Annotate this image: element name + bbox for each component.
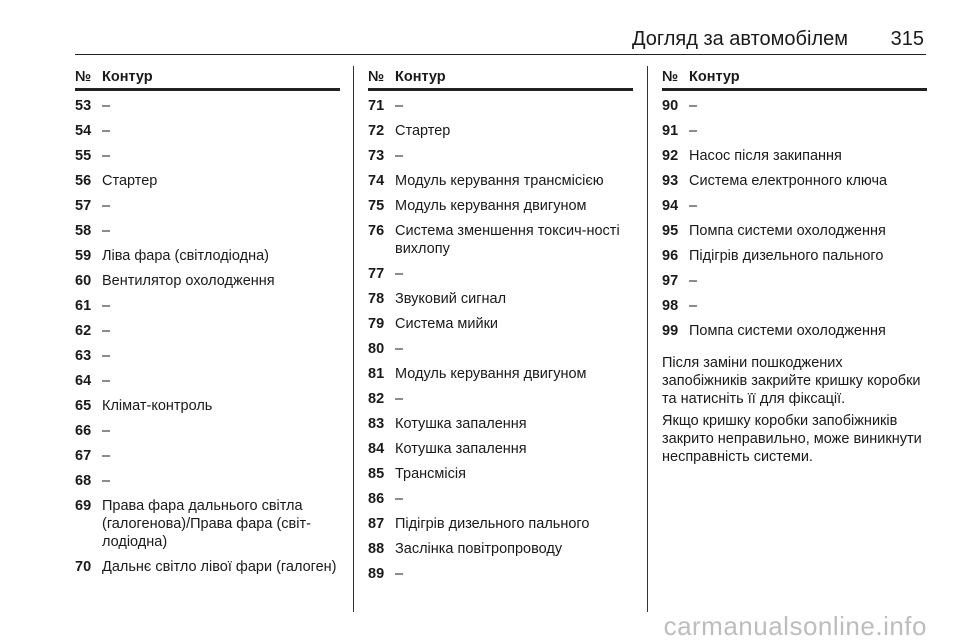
- fuse-row: [75, 322, 340, 340]
- fuse-circuit: –: [689, 98, 698, 114]
- fuse-row: [75, 497, 340, 551]
- fuse-column-2: [368, 66, 633, 590]
- fuse-circuit: Модуль керування трансмісією: [395, 173, 604, 189]
- fuse-number: 70: [75, 559, 92, 575]
- fuse-number: 96: [662, 248, 679, 264]
- column-divider: [647, 66, 648, 612]
- column-header-label: Контур: [395, 69, 446, 85]
- fuse-circuit: –: [102, 98, 111, 114]
- column-header-label: Контур: [102, 69, 153, 85]
- fuse-number: 97: [662, 273, 679, 289]
- fuse-row: [368, 222, 633, 258]
- fuse-circuit: –: [395, 266, 404, 282]
- fuse-number: 89: [368, 566, 385, 582]
- fuse-number: 79: [368, 316, 385, 332]
- fuse-row: [75, 272, 340, 290]
- fuse-circuit: Модуль керування двигуном: [395, 198, 587, 214]
- fuse-number: 74: [368, 173, 385, 189]
- fuse-column-1: [75, 66, 340, 583]
- fuse-number: 77: [368, 266, 385, 282]
- fuse-number: 92: [662, 148, 679, 164]
- fuse-number: 94: [662, 198, 679, 214]
- note-paragraph: Якщо кришку коробки запобіжників закрито неправильно, може виникнути несправність системи.: [662, 413, 922, 465]
- fuse-number: 72: [368, 123, 385, 139]
- page-number: 315: [890, 28, 924, 50]
- fuse-row: [75, 372, 340, 390]
- fuse-row: [368, 390, 633, 408]
- fuse-number: 88: [368, 541, 385, 557]
- fuse-circuit: –: [102, 148, 111, 164]
- fuse-row: [368, 147, 633, 165]
- fuse-circuit: –: [395, 148, 404, 164]
- note: [662, 354, 927, 466]
- fuse-circuit: Котушка запалення: [395, 441, 527, 457]
- fuse-circuit: Вентилятор охолодження: [102, 273, 275, 289]
- fuse-row: [75, 447, 340, 465]
- fuse-row: [368, 490, 633, 508]
- fuse-row: [368, 265, 633, 283]
- fuse-circuit: Котушка запалення: [395, 416, 527, 432]
- fuse-number: 76: [368, 223, 385, 239]
- fuse-circuit: –: [102, 423, 111, 439]
- fuse-number: 61: [75, 298, 92, 314]
- fuse-row: [368, 515, 633, 533]
- column-header-number: №: [662, 69, 679, 85]
- fuse-circuit: –: [102, 348, 111, 364]
- fuse-row: [368, 122, 633, 140]
- fuse-circuit: Насос після закипання: [689, 148, 842, 164]
- fuse-number: 68: [75, 473, 92, 489]
- fuse-number: 75: [368, 198, 385, 214]
- fuse-circuit: Підігрів дизельного пального: [395, 516, 590, 532]
- fuse-row: [368, 172, 633, 190]
- fuse-circuit: Ліва фара (світлодіодна): [102, 248, 270, 264]
- fuse-number: 69: [75, 498, 92, 514]
- fuse-number: 91: [662, 123, 679, 139]
- fuse-number: 55: [75, 148, 92, 164]
- fuse-row: [75, 422, 340, 440]
- fuse-circuit: Система зменшення токсич-ності вихлопу: [395, 223, 620, 257]
- fuse-circuit: –: [102, 448, 111, 464]
- fuse-row: [662, 272, 927, 290]
- fuse-column-3: [662, 66, 927, 470]
- page-title: Догляд за автомобілем: [631, 28, 848, 50]
- fuse-row: [368, 97, 633, 115]
- fuse-row: [662, 147, 927, 165]
- fuse-row: [75, 558, 340, 576]
- fuse-number: 73: [368, 148, 385, 164]
- fuse-row: [662, 222, 927, 240]
- fuse-circuit: –: [689, 123, 698, 139]
- column-header-label: Контур: [689, 69, 740, 85]
- fuse-circuit: –: [689, 273, 698, 289]
- fuse-number: 86: [368, 491, 385, 507]
- fuse-circuit: Підігрів дизельного пального: [689, 248, 884, 264]
- fuse-row: [75, 297, 340, 315]
- column-header: [368, 66, 633, 91]
- fuse-circuit: –: [689, 298, 698, 314]
- page-header: [75, 26, 926, 55]
- column-header: [75, 66, 340, 91]
- fuse-number: 64: [75, 373, 92, 389]
- fuse-number: 95: [662, 223, 679, 239]
- fuse-number: 54: [75, 123, 92, 139]
- fuse-row: [75, 222, 340, 240]
- fuse-row: [662, 247, 927, 265]
- fuse-row: [368, 415, 633, 433]
- fuse-row: [368, 315, 633, 333]
- fuse-circuit: Система електронного ключа: [689, 173, 888, 189]
- fuse-row: [368, 197, 633, 215]
- fuse-number: 65: [75, 398, 92, 414]
- fuse-row: [75, 347, 340, 365]
- column-header-number: №: [75, 69, 92, 85]
- fuse-number: 59: [75, 248, 92, 264]
- fuse-circuit: –: [395, 491, 404, 507]
- fuse-list: [662, 97, 927, 340]
- fuse-circuit: –: [395, 98, 404, 114]
- fuse-row: [75, 397, 340, 415]
- fuse-list: [75, 97, 340, 576]
- fuse-row: [368, 340, 633, 358]
- fuse-row: [75, 147, 340, 165]
- fuse-circuit: –: [102, 198, 111, 214]
- fuse-number: 53: [75, 98, 92, 114]
- fuse-circuit: –: [102, 373, 111, 389]
- fuse-circuit: Стартер: [102, 173, 158, 189]
- fuse-number: 83: [368, 416, 385, 432]
- fuse-row: [75, 472, 340, 490]
- fuse-circuit: Трансмісія: [395, 466, 466, 482]
- fuse-row: [368, 565, 633, 583]
- fuse-circuit: –: [689, 198, 698, 214]
- fuse-number: 90: [662, 98, 679, 114]
- fuse-circuit: Права фара дальнього світла (галогенова)/Права фара (світ-лодіодна): [102, 498, 311, 550]
- fuse-number: 71: [368, 98, 385, 114]
- fuse-number: 84: [368, 441, 385, 457]
- fuse-row: [75, 122, 340, 140]
- fuse-row: [662, 122, 927, 140]
- fuse-row: [662, 297, 927, 315]
- fuse-number: 57: [75, 198, 92, 214]
- fuse-circuit: Стартер: [395, 123, 451, 139]
- fuse-circuit: Клімат-контроль: [102, 398, 213, 414]
- fuse-list: [368, 97, 633, 583]
- column-header: [662, 66, 927, 91]
- fuse-row: [662, 97, 927, 115]
- fuse-row: [75, 97, 340, 115]
- fuse-number: 56: [75, 173, 92, 189]
- watermark: carmanualsonline.info: [663, 611, 927, 641]
- fuse-circuit: Дальнє світло лівої фари (галоген): [102, 559, 337, 575]
- fuse-number: 58: [75, 223, 92, 239]
- fuse-number: 80: [368, 341, 385, 357]
- fuse-circuit: –: [395, 566, 404, 582]
- fuse-number: 99: [662, 323, 679, 339]
- fuse-row: [75, 197, 340, 215]
- column-header-number: №: [368, 69, 385, 85]
- fuse-number: 78: [368, 291, 385, 307]
- fuse-row: [75, 247, 340, 265]
- fuse-circuit: –: [395, 391, 404, 407]
- fuse-circuit: Модуль керування двигуном: [395, 366, 587, 382]
- fuse-row: [368, 365, 633, 383]
- fuse-number: 67: [75, 448, 92, 464]
- fuse-number: 85: [368, 466, 385, 482]
- fuse-circuit: Помпа системи охолодження: [689, 223, 886, 239]
- fuse-number: 60: [75, 273, 92, 289]
- fuse-row: [662, 172, 927, 190]
- fuse-number: 63: [75, 348, 92, 364]
- fuse-circuit: –: [102, 223, 111, 239]
- fuse-number: 82: [368, 391, 385, 407]
- fuse-row: [368, 440, 633, 458]
- fuse-circuit: –: [395, 341, 404, 357]
- note-paragraph: Після заміни пошкоджених запобіжників закрийте кришку коробки та натисніть її для фіксації.: [662, 355, 921, 407]
- fuse-number: 98: [662, 298, 679, 314]
- fuse-circuit: Помпа системи охолодження: [689, 323, 886, 339]
- fuse-row: [75, 172, 340, 190]
- fuse-row: [368, 540, 633, 558]
- fuse-number: 66: [75, 423, 92, 439]
- fuse-circuit: –: [102, 473, 111, 489]
- fuse-circuit: Заслінка повітропроводу: [395, 541, 563, 557]
- fuse-row: [368, 465, 633, 483]
- column-divider: [353, 66, 354, 612]
- fuse-row: [662, 197, 927, 215]
- fuse-circuit: –: [102, 323, 111, 339]
- fuse-row: [368, 290, 633, 308]
- fuse-number: 81: [368, 366, 385, 382]
- fuse-number: 87: [368, 516, 385, 532]
- fuse-circuit: –: [102, 298, 111, 314]
- fuse-number: 62: [75, 323, 92, 339]
- fuse-circuit: –: [102, 123, 111, 139]
- fuse-circuit: Звуковий сигнал: [395, 291, 507, 307]
- fuse-circuit: Система мийки: [395, 316, 499, 332]
- fuse-number: 93: [662, 173, 679, 189]
- fuse-row: [662, 322, 927, 340]
